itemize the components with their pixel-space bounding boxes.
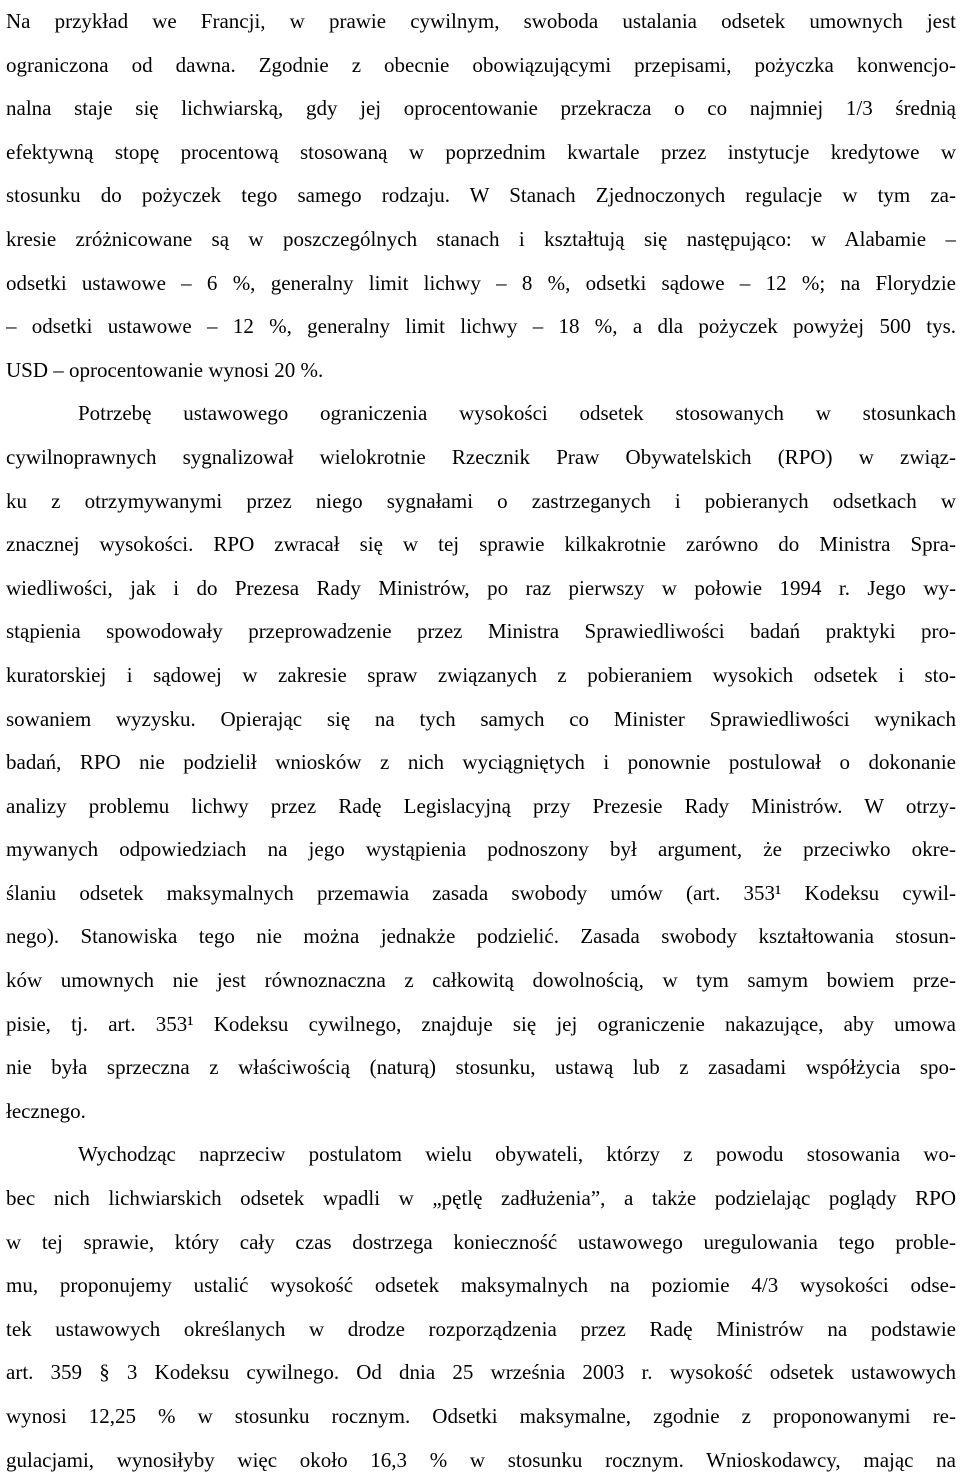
- text-line: cywilnoprawnych sygnalizował wielokrotnie Rzecznik Praw Obywatelskich (RPO) w związ-: [6, 444, 956, 469]
- text-line: – odsetki ustawowe – 12 %, generalny limit lichwy – 18 %, a dla pożyczek powyżej 500 tys.: [6, 314, 956, 339]
- text-line: Wychodząc naprzeciw postulatom wielu obywateli, którzy z powodu stosowania wo-: [78, 1142, 956, 1167]
- text-line: odsetki ustawowe – 6 %, generalny limit lichwy – 8 %, odsetki sądowe – 12 %; na Florydzie: [6, 270, 956, 295]
- text-line: gulacjami, wynosiłyby więc około 16,3 % w stosunku rocznym. Wnioskodawcy, mając na: [6, 1447, 956, 1472]
- text-line: bec nich lichwiarskich odsetek wpadli w „pętlę zadłużenia”, a także podzielając poglądy RPO: [6, 1186, 956, 1211]
- text-line: tek ustawowych określanych w drodze rozporządzenia przez Radę Ministrów na podstawie: [6, 1316, 956, 1341]
- document-body: [6, 0, 956, 1482]
- text-line: kuratorskiej i sądowej w zakresie spraw związanych z pobieraniem wysokich odsetek i sto-: [6, 662, 956, 687]
- text-line: nie była sprzeczna z właściwością (naturą) stosunku, ustawą lub z zasadami współżycia spo-: [6, 1055, 956, 1080]
- text-line: nalna staje się lichwiarską, gdy jej oprocentowanie przekracza o co najmniej 1/3 średnią: [6, 96, 956, 121]
- text-line: ku z otrzymywanymi przez niego sygnałami o zastrzeganych i pobieranych odsetkach w: [6, 488, 956, 513]
- text-line: efektywną stopę procentową stosowaną w poprzednim kwartale przez instytucje kredytowe w: [6, 139, 956, 164]
- text-line: kresie zróżnicowane są w poszczególnych stanach i kształtują się następująco: w Alabamie –: [6, 226, 956, 251]
- text-line: mu, proponujemy ustalić wysokość odsetek maksymalnych na poziomie 4/3 wysokości odse-: [6, 1273, 956, 1298]
- text-line: znacznej wysokości. RPO zwracał się w tej sprawie kilkakrotnie zarówno do Ministra Spra-: [6, 532, 956, 557]
- paragraph-2: [6, 392, 956, 1133]
- text-line: wynosi 12,25 % w stosunku rocznym. Odsetki maksymalne, zgodnie z proponowanymi re-: [6, 1404, 956, 1428]
- text-line: ograniczona od dawna. Zgodnie z obecnie obowiązującymi przepisami, pożyczka konwencjo-: [6, 52, 956, 77]
- text-line: w tej sprawie, który cały czas dostrzega konieczność ustawowego uregulowania tego proble-: [6, 1229, 956, 1254]
- text-line: nego). Stanowiska tego nie można jednakże podzielić. Zasada swobody kształtowania stosun-: [6, 924, 956, 949]
- paragraph-3: [6, 1133, 956, 1482]
- text-line: Na przykład we Francji, w prawie cywilnym, swoboda ustalania odsetek umownych jest: [6, 9, 956, 33]
- text-line: sowaniem wyzysku. Opierając się na tych samych co Minister Sprawiedliwości wynikach: [6, 706, 956, 731]
- text-line: art. 359 § 3 Kodeksu cywilnego. Od dnia 25 września 2003 r. wysokość odsetek ustawowych: [6, 1360, 956, 1385]
- text-line: ków umownych nie jest równoznaczna z całkowitą dowolnością, w tym samym bowiem prze-: [6, 968, 956, 993]
- text-line: stąpienia spowodowały przeprowadzenie przez Ministra Sprawiedliwości badań praktyki pro-: [6, 619, 956, 644]
- text-line: wiedliwości, jak i do Prezesa Rady Ministrów, po raz pierwszy w połowie 1994 r. Jego wy-: [6, 575, 956, 600]
- text-line: łecznego.: [6, 1098, 86, 1123]
- text-line: badań, RPO nie podzielił wniosków z nich wyciągniętych i ponownie postulował o dokonanie: [6, 750, 956, 775]
- text-line: Potrzebę ustawowego ograniczenia wysokości odsetek stosowanych w stosunkach: [78, 401, 956, 426]
- text-line: stosunku do pożyczek tego samego rodzaju. W Stanach Zjednoczonych regulacje w tym za-: [6, 183, 956, 208]
- text-line: analizy problemu lichwy przez Radę Legislacyjną przy Prezesie Rady Ministrów. W otrzy-: [6, 793, 956, 818]
- text-line: mywanych odpowiedziach na jego wystąpienia podnoszony był argument, że przeciwko okre-: [6, 837, 956, 862]
- text-line: ślaniu odsetek maksymalnych przemawia zasada swobody umów (art. 353¹ Kodeksu cywil-: [6, 880, 956, 905]
- text-line: pisie, tj. art. 353¹ Kodeksu cywilnego, znajduje się jej ograniczenie nakazujące, aby umowa: [6, 1011, 956, 1036]
- text-line: USD – oprocentowanie wynosi 20 %.: [6, 357, 324, 382]
- paragraph-1: [6, 0, 956, 392]
